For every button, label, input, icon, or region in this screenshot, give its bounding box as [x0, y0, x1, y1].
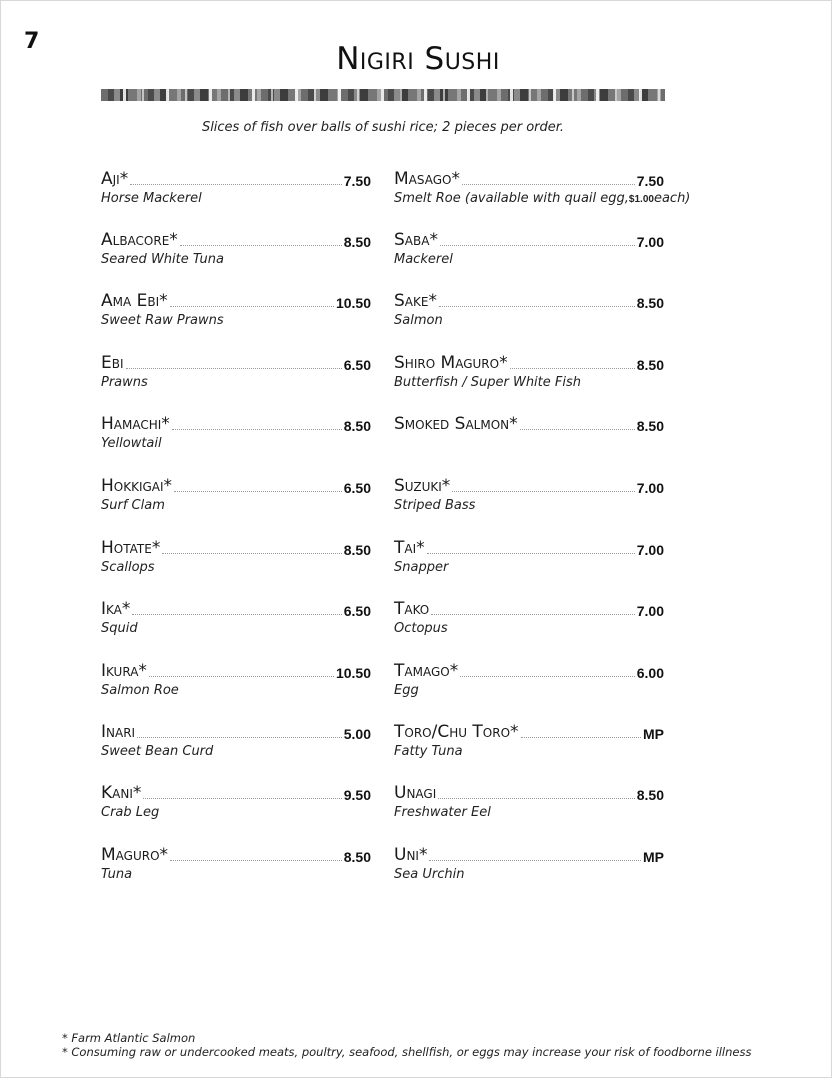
item-name: Hokkigai* [101, 476, 173, 496]
menu-item [394, 289, 664, 333]
item-description: Mackerel [394, 252, 453, 267]
menu-item [101, 228, 371, 272]
footnotes [62, 1031, 751, 1059]
item-description: Sweet Bean Curd [101, 744, 214, 759]
menu-item [394, 781, 664, 825]
item-price: 8.50 [636, 357, 664, 373]
item-description [394, 191, 691, 206]
item-description: Egg [394, 683, 419, 698]
dot-leader [427, 553, 635, 554]
dot-leader [431, 614, 634, 615]
menu-item [394, 167, 691, 211]
item-description: Salmon [394, 313, 443, 328]
menu-item [101, 720, 371, 764]
menu-item [394, 843, 664, 887]
item-description: Seared White Tuna [101, 252, 224, 267]
item-price: 7.00 [636, 234, 664, 250]
dot-leader [520, 429, 635, 430]
item-description: Striped Bass [394, 498, 476, 513]
item-name: Kani* [101, 783, 142, 803]
dot-leader [130, 184, 342, 185]
item-price: 7.00 [636, 542, 664, 558]
menu-item [101, 659, 371, 703]
dot-leader [439, 306, 635, 307]
item-name: Uni* [394, 845, 428, 865]
dot-leader [429, 860, 641, 861]
item-name: Suzuki* [394, 476, 451, 496]
item-description: Snapper [394, 560, 449, 575]
item-description: Prawns [101, 375, 148, 390]
item-name: Ikura* [101, 661, 147, 681]
menu-item [394, 474, 664, 518]
dot-leader [137, 737, 342, 738]
menu-item [101, 597, 371, 641]
dot-leader [521, 737, 641, 738]
item-price: MP [643, 726, 664, 742]
item-description: Sweet Raw Prawns [101, 313, 224, 328]
menu-item [394, 228, 664, 272]
menu-item [101, 474, 371, 518]
item-price: 7.00 [636, 480, 664, 496]
item-description: Butterfish / Super White Fish [394, 375, 582, 390]
item-price: MP [643, 849, 664, 865]
item-name: Tai* [394, 538, 425, 558]
item-name: Inari [101, 722, 136, 742]
item-name: Ebi [101, 353, 124, 373]
item-price: 8.50 [636, 295, 664, 311]
dot-leader [149, 676, 334, 677]
item-description: Sea Urchin [394, 867, 465, 882]
dot-leader [162, 553, 341, 554]
dot-leader [170, 860, 342, 861]
item-description: Fatty Tuna [394, 744, 463, 759]
dot-leader [440, 245, 635, 246]
menu-item [101, 167, 371, 211]
decorative-banner-image [101, 89, 665, 101]
dot-leader [174, 491, 342, 492]
item-price: 8.50 [343, 234, 371, 250]
page-subtitle: Slices of fish over balls of sushi rice; 2 pieces per order. [201, 120, 565, 135]
item-price: 8.50 [343, 849, 371, 865]
item-description: Octopus [394, 621, 448, 636]
menu-item [394, 720, 664, 764]
item-name: Tako [394, 599, 430, 619]
item-name: Maguro* [101, 845, 169, 865]
dot-leader [180, 245, 342, 246]
dot-leader [460, 676, 635, 677]
item-description: Tuna [101, 867, 133, 882]
item-price: 6.00 [636, 665, 664, 681]
item-name: Toro/Chu Toro* [394, 722, 519, 742]
item-price: 8.50 [343, 542, 371, 558]
menu-item [101, 843, 371, 887]
dot-leader [452, 491, 634, 492]
menu-item [394, 351, 664, 395]
menu-item [394, 597, 664, 641]
dot-leader [462, 184, 635, 185]
item-price: 6.50 [343, 480, 371, 496]
item-description: Horse Mackerel [101, 191, 202, 206]
item-name: Ika* [101, 599, 131, 619]
item-price: 8.50 [636, 418, 664, 434]
menu-item [101, 289, 371, 333]
page-title: Nigiri Sushi [336, 41, 500, 77]
item-description-suffix: each) [653, 191, 691, 206]
item-name: Ama Ebi* [101, 291, 168, 311]
item-description: Salmon Roe [101, 683, 179, 698]
item-name: Tamago* [394, 661, 459, 681]
footnote-farm-salmon: * Farm Atlantic Salmon [62, 1031, 196, 1045]
item-name: Smoked Salmon* [394, 414, 518, 434]
item-price: 9.50 [343, 787, 371, 803]
item-description: Squid [101, 621, 138, 636]
item-name: Masago* [394, 169, 460, 189]
item-description: Scallops [101, 560, 155, 575]
item-price: 6.50 [343, 603, 371, 619]
dot-leader [143, 798, 341, 799]
item-name: Unagi [394, 783, 437, 803]
item-price: 7.50 [636, 173, 664, 189]
item-name: Albacore* [101, 230, 178, 250]
quail-egg-price: $1.00 [628, 194, 654, 205]
item-price: 5.00 [343, 726, 371, 742]
dot-leader [172, 429, 342, 430]
item-price: 8.50 [343, 418, 371, 434]
item-name: Saba* [394, 230, 438, 250]
item-name: Aji* [101, 169, 129, 189]
item-price: 7.00 [636, 603, 664, 619]
dot-leader [170, 306, 334, 307]
menu-item [394, 536, 664, 580]
item-description: Yellowtail [101, 436, 162, 451]
footnote-consumption-warning: * Consuming raw or undercooked meats, poultry, seafood, shellfish, or eggs may increase your risk of foodborne illness [62, 1045, 752, 1059]
item-name: Hamachi* [101, 414, 170, 434]
dot-leader [132, 614, 341, 615]
item-price: 8.50 [636, 787, 664, 803]
item-description-text: Smelt Roe (available with quail egg, [394, 191, 629, 206]
dot-leader [438, 798, 634, 799]
item-price: 10.50 [335, 665, 371, 681]
item-description: Freshwater Eel [394, 805, 491, 820]
page-number: 7 [24, 29, 40, 54]
menu-item [101, 781, 371, 825]
item-name: Sake* [394, 291, 437, 311]
dot-leader [126, 368, 342, 369]
item-price: 6.50 [343, 357, 371, 373]
dot-leader [510, 368, 635, 369]
item-price: 10.50 [335, 295, 371, 311]
item-description: Crab Leg [101, 805, 160, 820]
menu-item [101, 351, 371, 395]
menu-item [101, 536, 371, 580]
item-name: Hotate* [101, 538, 161, 558]
menu-item [101, 412, 371, 456]
menu-item [394, 659, 664, 703]
item-price: 7.50 [343, 173, 371, 189]
item-description: Surf Clam [101, 498, 165, 513]
item-name: Shiro Maguro* [394, 353, 508, 373]
menu-item [394, 412, 664, 456]
